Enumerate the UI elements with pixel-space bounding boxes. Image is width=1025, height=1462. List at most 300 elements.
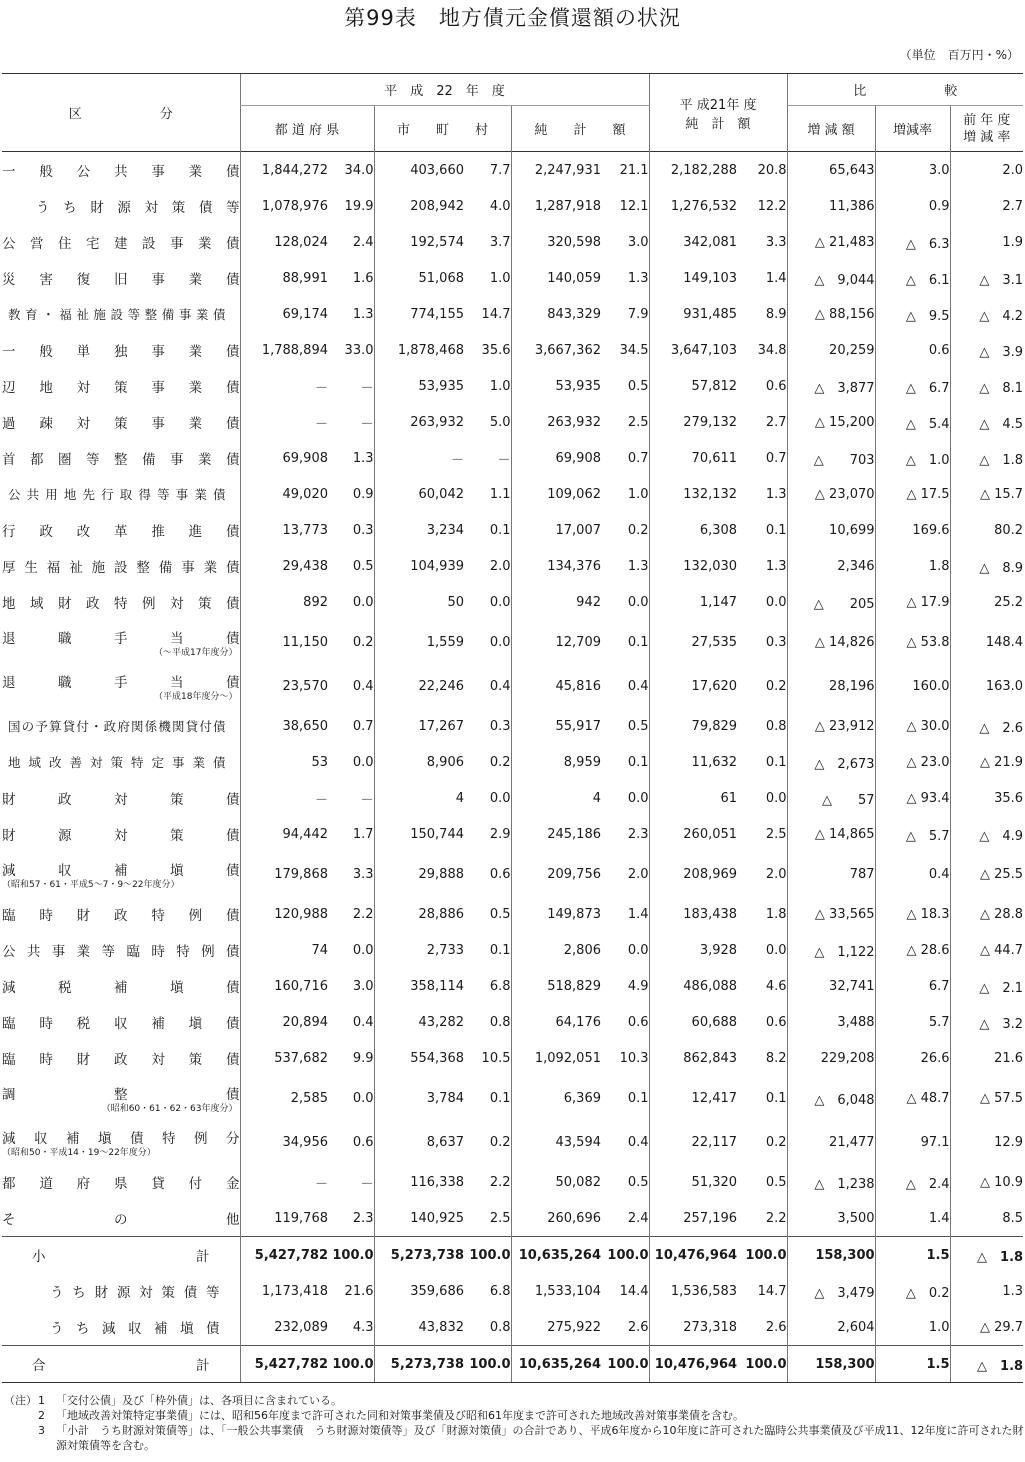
cell-fy21: 22,117: [649, 1120, 737, 1164]
cell-diff: △ 33,565: [787, 896, 875, 932]
note-item: [4, 1423, 1024, 1453]
cell-diff: △ 57: [787, 780, 875, 816]
cell-pref-pct: 2.4: [352, 234, 374, 250]
cell-muni: 28,886: [374, 896, 464, 932]
cell-muni: 192,574: [374, 224, 464, 260]
cell-prev: △ 15.7: [950, 476, 1023, 512]
cell-pref-pct: 1.3: [352, 450, 374, 466]
row-label: [2, 512, 240, 548]
cell-fy21: 10,476,964: [649, 1237, 737, 1274]
row-label: [2, 296, 240, 332]
row-label-text: 公共事業等臨時特例債: [2, 944, 240, 960]
cell-fy21-pct: 20.8: [737, 152, 787, 189]
cell-muni-pct: 0.6: [489, 866, 511, 882]
cell-diff: △ 9,044: [787, 260, 875, 296]
cell-muni: 3,234: [374, 512, 464, 548]
cell-pref: 5,427,782: [240, 1237, 328, 1274]
cell-fy21: 51,320: [649, 1164, 737, 1200]
cell-fy21: 260,051: [649, 816, 737, 852]
cell-net: 320,598: [511, 224, 601, 260]
repayment-table: [2, 73, 1023, 1383]
row-label: [2, 1164, 240, 1200]
cell-muni: 43,282: [374, 1004, 464, 1040]
table-row: [2, 512, 1023, 548]
cell-fy21-pct: 0.1: [765, 522, 787, 538]
header-prefectures: 都 道 府 県: [240, 106, 374, 152]
cell-pref: 34,956: [240, 1120, 328, 1164]
table-row: [2, 332, 1023, 368]
cell-prev: △ 3.1: [950, 260, 1023, 296]
cell-prev: △ 2.1: [950, 968, 1023, 1004]
unit-note: （単位 百万円・%）: [899, 48, 1019, 62]
header-net-total: 純 計 額: [511, 106, 649, 152]
cell-net: 4: [511, 780, 601, 816]
cell-diff: 10,699: [787, 512, 875, 548]
cell-net: 518,829: [511, 968, 601, 1004]
cell-muni: 8,906: [374, 744, 464, 780]
cell-fy21: 17,620: [649, 664, 737, 708]
cell-net-pct: 0.7: [627, 450, 649, 466]
cell-muni: 359,686: [374, 1273, 464, 1309]
row-label-text: うち減収補塡債: [50, 1321, 220, 1337]
cell-fy21-pct: 14.7: [757, 1283, 787, 1299]
cell-net-pct: 10.3: [619, 1050, 649, 1066]
table-row: [2, 708, 1023, 744]
cell-muni-pct: 0.2: [489, 754, 511, 770]
cell-muni: 1,559: [374, 620, 464, 664]
cell-net-pct: 1.3: [627, 270, 649, 286]
cell-net: 275,922: [511, 1309, 601, 1346]
cell-prev: △ 1.8: [950, 1237, 1023, 1274]
cell-fy21: 11,632: [649, 744, 737, 780]
row-label-text: 減収補塡債特例分: [2, 1130, 240, 1147]
cell-muni-pct: 0.8: [489, 1014, 511, 1030]
cell-prev: 1.9: [950, 224, 1023, 260]
cell-muni-pct: 7.7: [464, 152, 511, 189]
cell-pref-pct: 0.9: [352, 486, 374, 502]
cell-pref: 20,894: [240, 1004, 328, 1040]
cell-net: 2,247,931: [511, 152, 601, 189]
row-label: [2, 1076, 240, 1120]
cell-fy21-pct: 0.6: [765, 1014, 787, 1030]
cell-pref-pct: 2.3: [352, 1210, 374, 1226]
cell-muni: 140,925: [374, 1200, 464, 1237]
cell-prev: 2.7: [950, 188, 1023, 224]
table-row: [2, 1309, 1023, 1346]
note-text: 「小計 うち財源対策債等」は、「一般公共事業債 うち財源対策債等」及び「財源対策債」の合計であり、平成6年度から10年度に許可された臨時公共事業債及び平成11、12年度に許可された財源対策債等を含む。: [56, 1424, 1024, 1452]
cell-pref: 88,991: [240, 260, 328, 296]
cell-pref-pct: －: [360, 792, 374, 808]
header-prev-rate-line1: 前 年 度: [963, 112, 1011, 128]
cell-pref-pct: 19.9: [344, 198, 374, 214]
cell-muni: 104,939: [374, 548, 464, 584]
cell-net-pct: 0.4: [627, 1134, 649, 1150]
cell-pref: －: [240, 404, 328, 440]
row-label: [2, 476, 240, 512]
cell-rate: 1.4: [875, 1200, 950, 1237]
cell-muni-pct: 0.3: [489, 718, 511, 734]
cell-muni-pct: 5.0: [489, 414, 511, 430]
cell-rate: △ 53.8: [875, 620, 950, 664]
cell-fy21-pct: 2.7: [765, 414, 787, 430]
table-row: [2, 780, 1023, 816]
cell-fy21: 149,103: [649, 260, 737, 296]
cell-net-pct: 12.1: [619, 198, 649, 214]
cell-fy21: 10,476,964: [649, 1346, 737, 1383]
row-label-text: 首都圏等整備事業債: [2, 452, 240, 468]
cell-diff: 28,196: [787, 664, 875, 708]
cell-net-pct: 7.9: [627, 306, 649, 322]
notes: [4, 1393, 1024, 1453]
table-row: [2, 1273, 1023, 1309]
cell-muni: 774,155: [374, 296, 464, 332]
row-label-text: 臨時税収補塡債: [2, 1016, 240, 1032]
cell-pref: 23,570: [240, 664, 328, 708]
cell-diff: △ 14,865: [787, 816, 875, 852]
cell-pref-pct: 9.9: [352, 1050, 374, 1066]
cell-prev: △ 29.7: [950, 1309, 1023, 1346]
cell-prev: 148.4: [950, 620, 1023, 664]
cell-pref: 119,768: [240, 1200, 328, 1237]
cell-muni: 554,368: [374, 1040, 464, 1076]
cell-rate: 1.5: [875, 1346, 950, 1383]
cell-fy21: 132,132: [649, 476, 737, 512]
table-row: [2, 620, 1023, 664]
cell-rate: 169.6: [875, 512, 950, 548]
note-label: [4, 1408, 38, 1423]
row-label: [2, 584, 240, 620]
cell-muni-pct: 0.8: [489, 1319, 511, 1335]
cell-net-pct: 100.0: [601, 1346, 649, 1383]
cell-rate: △ 6.3: [875, 224, 950, 260]
cell-prev: △ 4.5: [950, 404, 1023, 440]
cell-fy21-pct: 2.0: [765, 866, 787, 882]
cell-fy21-pct: 8.9: [765, 306, 787, 322]
cell-fy21-pct: 0.2: [765, 678, 787, 694]
cell-rate: △ 17.5: [875, 476, 950, 512]
row-label: [2, 1237, 240, 1274]
cell-net-pct: 2.3: [627, 826, 649, 842]
table-body: [2, 152, 1023, 1383]
cell-pref: 49,020: [240, 476, 328, 512]
cell-fy21: 70,611: [649, 440, 737, 476]
cell-diff: 32,741: [787, 968, 875, 1004]
row-label-text: 臨時財政対策債: [2, 1052, 240, 1068]
cell-net: 1,287,918: [511, 188, 601, 224]
header-fy21-line1: 平 成21年 度: [679, 97, 757, 113]
cell-fy21: 61: [649, 780, 737, 816]
cell-diff: 21,477: [787, 1120, 875, 1164]
cell-muni: 116,338: [374, 1164, 464, 1200]
cell-prev: △ 25.5: [950, 852, 1023, 896]
table-row: [2, 152, 1023, 189]
cell-muni-pct: 1.1: [489, 486, 511, 502]
cell-pref: 128,024: [240, 224, 328, 260]
cell-net-pct: 0.4: [627, 678, 649, 694]
cell-fy21-pct: 1.4: [765, 270, 787, 286]
row-label-text: 減収補塡債: [2, 862, 240, 879]
cell-rate: △ 1.0: [875, 440, 950, 476]
cell-net-pct: 3.0: [627, 234, 649, 250]
cell-diff: △ 3,877: [787, 368, 875, 404]
cell-rate: △ 30.0: [875, 708, 950, 744]
cell-diff: △ 703: [787, 440, 875, 476]
cell-muni: 208,942: [374, 188, 464, 224]
row-label-text: 一般単独事業債: [2, 344, 240, 360]
row-label-text: 財政対策債: [2, 792, 240, 808]
cell-pref-pct: 21.6: [344, 1283, 374, 1299]
cell-pref: －: [240, 368, 328, 404]
cell-net-pct: 0.0: [627, 594, 649, 610]
cell-muni: 22,246: [374, 664, 464, 708]
cell-net-pct: 2.4: [627, 1210, 649, 1226]
cell-pref-pct: 2.2: [352, 906, 374, 922]
row-label: [2, 548, 240, 584]
table-row: [2, 188, 1023, 224]
row-label-text: うち財源対策債等: [36, 200, 240, 216]
cell-muni-pct: 14.7: [481, 306, 511, 322]
cell-diff: △ 88,156: [787, 296, 875, 332]
cell-net-pct: 0.0: [627, 942, 649, 958]
cell-fy21: 486,088: [649, 968, 737, 1004]
cell-net-pct: 2.0: [627, 866, 649, 882]
cell-fy21: 3,928: [649, 932, 737, 968]
cell-prev: △ 28.8: [950, 896, 1023, 932]
table-row: [2, 548, 1023, 584]
cell-fy21: 1,536,583: [649, 1273, 737, 1309]
cell-net: 942: [511, 584, 601, 620]
row-label-text: 退職手当債: [2, 674, 240, 691]
page-title: 第99表 地方債元金償還額の状況: [344, 6, 681, 30]
table-row: [2, 816, 1023, 852]
row-label-text: 行政改革推進債: [2, 524, 240, 540]
cell-rate: 3.0: [875, 152, 950, 189]
cell-rate: △ 28.6: [875, 932, 950, 968]
cell-rate: △ 23.0: [875, 744, 950, 780]
cell-prev: △ 57.5: [950, 1076, 1023, 1120]
cell-rate: △ 93.4: [875, 780, 950, 816]
cell-fy21: 1,147: [649, 584, 737, 620]
cell-net: 843,329: [511, 296, 601, 332]
row-label: [2, 896, 240, 932]
cell-prev: △ 21.9: [950, 744, 1023, 780]
row-label-text: 調整債: [2, 1086, 240, 1103]
cell-rate: 1.5: [875, 1237, 950, 1274]
cell-muni: 2,733: [374, 932, 464, 968]
cell-fy21-pct: 2.6: [765, 1319, 787, 1335]
cell-pref-pct: 1.7: [352, 826, 374, 842]
cell-net: 209,756: [511, 852, 601, 896]
cell-pref-pct: 100.0: [328, 1346, 374, 1383]
header-prev-rate: [950, 106, 1023, 152]
cell-rate: 6.7: [875, 968, 950, 1004]
cell-diff: △ 6,048: [787, 1076, 875, 1120]
table-row: [2, 1346, 1023, 1383]
cell-diff: 11,386: [787, 188, 875, 224]
cell-net-pct: 2.6: [627, 1319, 649, 1335]
cell-net-pct: 0.5: [627, 1174, 649, 1190]
table-row: [2, 744, 1023, 780]
cell-muni: 53,935: [374, 368, 464, 404]
cell-muni-pct: 0.1: [489, 942, 511, 958]
row-label-text: 教育・福祉施設等整備事業債: [8, 307, 226, 322]
cell-muni: 403,660: [374, 152, 464, 189]
cell-diff: 3,500: [787, 1200, 875, 1237]
cell-muni: 51,068: [374, 260, 464, 296]
cell-diff: 158,300: [787, 1237, 875, 1274]
cell-pref: 74: [240, 932, 328, 968]
header-fy21-line2: 純 計 額: [685, 116, 751, 132]
cell-rate: △ 18.3: [875, 896, 950, 932]
row-label-note: （～平成17年度分）: [154, 647, 238, 658]
cell-pref-pct: 0.0: [352, 594, 374, 610]
cell-pref-pct: 100.0: [328, 1237, 374, 1274]
cell-diff: △ 1,238: [787, 1164, 875, 1200]
cell-fy21: 60,688: [649, 1004, 737, 1040]
cell-pref-pct: 1.3: [352, 306, 374, 322]
cell-muni-pct: 6.8: [489, 978, 511, 994]
cell-fy21-pct: 100.0: [737, 1237, 787, 1274]
row-label-text: 公共用地先行取得等事業債: [8, 487, 226, 502]
cell-pref: 11,150: [240, 620, 328, 664]
row-label-note: （昭和57・61・平成5～7・9～22年度分）: [2, 879, 180, 890]
cell-rate: 0.4: [875, 852, 950, 896]
table-row: [2, 440, 1023, 476]
cell-pref-pct: 0.4: [352, 1014, 374, 1030]
cell-fy21-pct: 4.6: [765, 978, 787, 994]
cell-pref: 94,442: [240, 816, 328, 852]
row-label: [2, 152, 240, 189]
cell-rate: △ 17.9: [875, 584, 950, 620]
cell-muni: 150,744: [374, 816, 464, 852]
cell-net: 134,376: [511, 548, 601, 584]
cell-fy21-pct: 8.2: [765, 1050, 787, 1066]
cell-net: 12,709: [511, 620, 601, 664]
note-text: 「交付公債」及び「枠外債」は、各項目に含まれている。: [56, 1394, 342, 1407]
row-label-text: 財源対策債: [2, 828, 240, 844]
cell-pref-pct: 0.2: [352, 634, 374, 650]
row-label-text: 一般公共事業債: [2, 164, 240, 180]
cell-muni-pct: 100.0: [464, 1346, 511, 1383]
cell-net: 260,696: [511, 1200, 601, 1237]
cell-prev: △ 10.9: [950, 1164, 1023, 1200]
cell-fy21-pct: 0.3: [765, 634, 787, 650]
cell-fy21: 132,030: [649, 548, 737, 584]
cell-net-pct: 0.5: [627, 718, 649, 734]
cell-fy21-pct: 2.5: [765, 826, 787, 842]
row-label: [2, 816, 240, 852]
row-label-text: 臨時財政特例債: [2, 908, 240, 924]
header-comparison: 比 較: [787, 74, 1023, 106]
note-number: 1: [38, 1394, 45, 1407]
cell-muni-pct: 2.0: [489, 558, 511, 574]
row-label: [2, 368, 240, 404]
cell-fy21: 208,969: [649, 852, 737, 896]
cell-diff: 229,208: [787, 1040, 875, 1076]
cell-rate: △ 2.4: [875, 1164, 950, 1200]
cell-muni: 263,932: [374, 404, 464, 440]
cell-rate: 97.1: [875, 1120, 950, 1164]
row-label: [2, 620, 240, 664]
header-municipalities: 市 町 村: [374, 106, 511, 152]
note-label: （注）: [4, 1394, 37, 1407]
cell-fy21: 1,276,532: [649, 188, 737, 224]
cell-pref-pct: 0.5: [352, 558, 374, 574]
cell-fy21-pct: 0.5: [765, 1174, 787, 1190]
row-label-text: 過疎対策事業債: [2, 416, 240, 432]
cell-pref: 179,868: [240, 852, 328, 896]
cell-net: 2,806: [511, 932, 601, 968]
cell-pref-pct: 3.0: [352, 978, 374, 994]
cell-fy21: 27,535: [649, 620, 737, 664]
cell-muni: 1,878,468: [374, 332, 464, 368]
cell-fy21-pct: 0.7: [765, 450, 787, 466]
cell-prev: 25.2: [950, 584, 1023, 620]
cell-pref: 1,788,894: [240, 332, 328, 368]
cell-muni-pct: 0.1: [489, 1090, 511, 1106]
cell-net-pct: 0.1: [627, 1090, 649, 1106]
cell-diff: △ 15,200: [787, 404, 875, 440]
table-row: [2, 852, 1023, 896]
header-fy22: 平 成 22 年 度: [240, 74, 649, 106]
header-change-rate: 増減率: [875, 106, 950, 152]
table-row: [2, 1076, 1023, 1120]
row-label: [2, 780, 240, 816]
cell-fy21-pct: 0.2: [765, 1134, 787, 1150]
cell-fy21-pct: 3.3: [765, 234, 787, 250]
cell-net-pct: 1.4: [627, 906, 649, 922]
row-label-text: うち財源対策債等: [50, 1285, 220, 1301]
cell-muni: －: [374, 440, 464, 476]
row-label-text: 退職手当債: [2, 630, 240, 647]
cell-rate: 0.6: [875, 332, 950, 368]
note-label: [4, 1423, 38, 1453]
cell-net: 245,186: [511, 816, 601, 852]
cell-pref-pct: 0.3: [352, 522, 374, 538]
cell-muni-pct: 2.9: [489, 826, 511, 842]
cell-prev: 21.6: [950, 1040, 1023, 1076]
row-label-text: 厚生福祉施設整備事業債: [2, 560, 240, 576]
cell-pref-pct: 0.6: [352, 1134, 374, 1150]
cell-muni-pct: 35.6: [481, 342, 511, 358]
table-row: [2, 1200, 1023, 1237]
cell-rate: 160.0: [875, 664, 950, 708]
cell-fy21-pct: 0.0: [765, 790, 787, 806]
cell-pref-pct: 0.4: [352, 678, 374, 694]
cell-muni-pct: 10.5: [481, 1050, 511, 1066]
cell-net: 149,873: [511, 896, 601, 932]
cell-pref-pct: －: [360, 416, 374, 432]
cell-muni-pct: 4.0: [489, 198, 511, 214]
cell-rate: 26.6: [875, 1040, 950, 1076]
cell-diff: △ 23,070: [787, 476, 875, 512]
header-division: 区 分: [2, 74, 240, 152]
cell-prev: △ 4.9: [950, 816, 1023, 852]
cell-muni: 5,273,738: [374, 1237, 464, 1274]
row-label-note: （昭和50・平成14・19～22年度分）: [2, 1147, 156, 1158]
row-label: [2, 1040, 240, 1076]
cell-rate: △ 9.5: [875, 296, 950, 332]
row-label: [2, 932, 240, 968]
cell-pref-pct: 4.3: [352, 1319, 374, 1335]
cell-prev: △ 3.2: [950, 1004, 1023, 1040]
cell-net-pct: 0.6: [627, 1014, 649, 1030]
cell-fy21-pct: 0.0: [765, 594, 787, 610]
cell-fy21: 862,843: [649, 1040, 737, 1076]
cell-pref: 69,908: [240, 440, 328, 476]
row-label: [2, 260, 240, 296]
cell-pref-pct: －: [360, 1176, 374, 1192]
